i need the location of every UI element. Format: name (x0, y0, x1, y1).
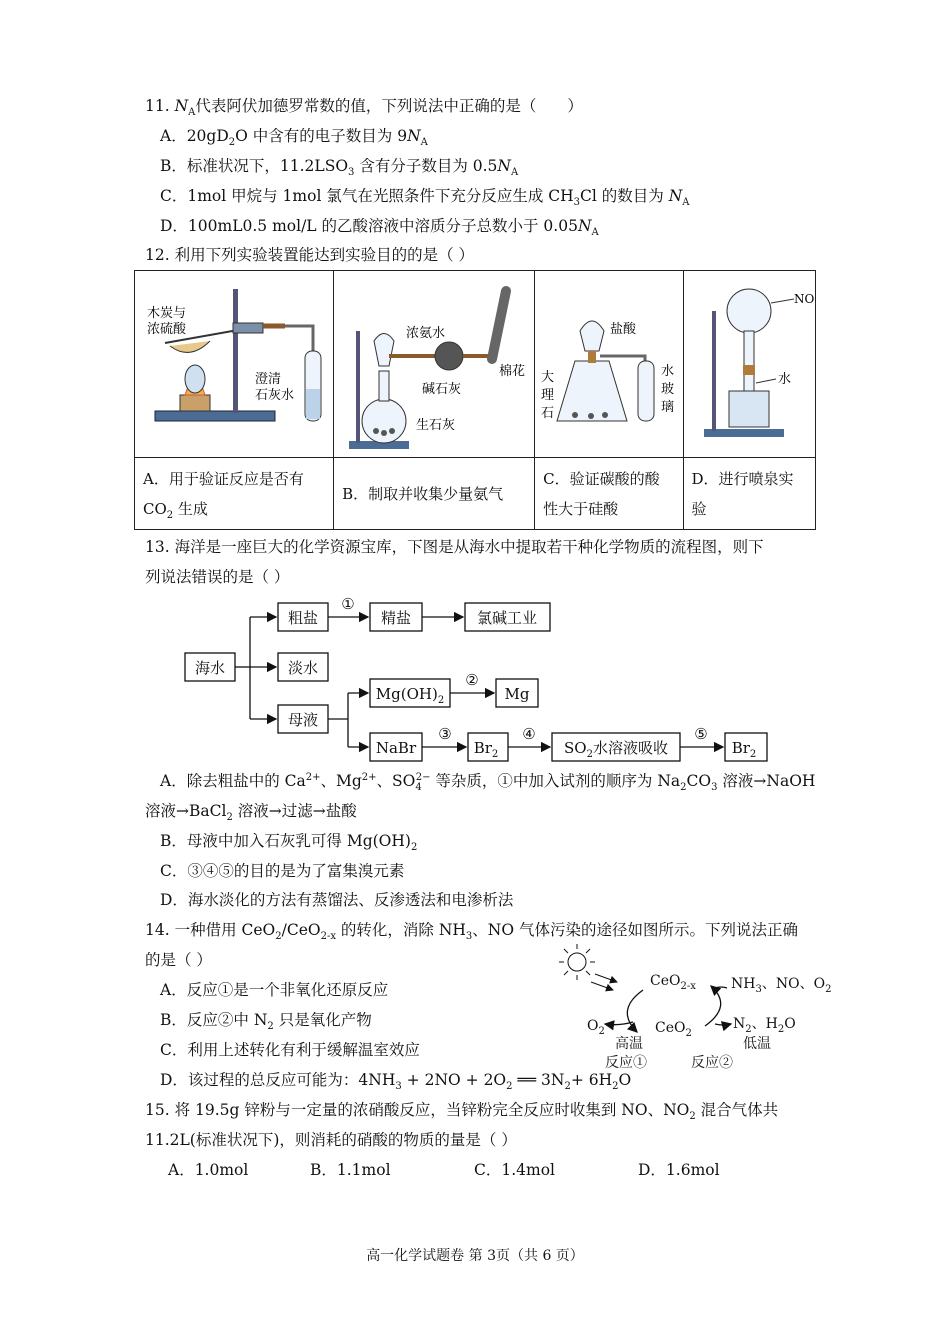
q14-option-d: D．该过程的总反应可能为：$4NH_3 + 2NO + 2O_2$ ══ $3N_2+ 6H_2O$ (160, 1071, 632, 1093)
figure-a (135, 271, 334, 458)
label-reaction-1: 反应① (605, 1055, 647, 1071)
label-hydrochloric: 盐酸 (610, 322, 637, 337)
q13-option-c: C．③④⑤的目的是为了富集溴元素 (160, 862, 405, 880)
label-conc-sulfuric: 浓硫酸 (147, 322, 187, 337)
label-charcoal: 木炭与 (147, 306, 187, 321)
node-mother-liquor: 母液 (287, 711, 319, 729)
q13-stem-1: 13. 海洋是一座巨大的化学资源宝库，下图是从海水中提取若干种化学物质的流程图，则下 (145, 538, 764, 556)
node-crude-salt: 粗盐 (287, 609, 319, 627)
step-4-marker: ④ (522, 725, 536, 743)
q14-option-a: A．反应①是一个非氧化还原反应 (160, 981, 389, 999)
label-soda-lime: 碱石灰 (422, 382, 462, 397)
label-reactants: $NH_3$、NO、$O_2$ (731, 976, 832, 995)
caption-a: A．用于验证反应是否有 $CO_2$ 生成 (135, 458, 334, 530)
caption-c: C．验证碳酸的酸 性大于硅酸 (535, 458, 683, 530)
ceo2-cycle-diagram (555, 940, 832, 1071)
node-seawater: 海水 (194, 659, 226, 677)
sun-icon (559, 944, 595, 980)
label-no: NO (793, 292, 814, 306)
q11-option-d: D．100mL0.5 mol/L 的乙酸溶液中溶质分子总数小于 $0.05N_A$ (160, 217, 599, 239)
label-quicklime: 生石灰 (416, 418, 456, 433)
node-mgoh2: $Mg(OH)_2$ (375, 685, 445, 706)
q12-stem: 12. 利用下列实验装置能达到实验目的的是（ ） (145, 246, 475, 264)
node-chlor-alkali: 氯碱工业 (476, 609, 538, 627)
figure-d (683, 271, 816, 458)
node-nabr: NaBr (375, 739, 417, 757)
q11-option-a: A．$20gD_2O$ 中含有的电子数目为 $9N_A$ (160, 127, 428, 149)
label-ceo2-x: CeO$_{2-x}$ (650, 973, 696, 992)
apparatus-d-drawing (684, 271, 816, 457)
q13-option-d: D．海水淡化的方法有蒸馏法、反渗透法和电渗析法 (160, 891, 514, 909)
step-1-marker: ① (341, 595, 355, 613)
q14-stem-1: 14. 一种借用 CeO$_2$/CeO$_{2-x}$ 的转化，消除 $NH_3$、NO 气体污染的途径如图所示。下列说法正确 (145, 921, 798, 943)
label-high-temp: 高温 (615, 1036, 643, 1052)
q14-stem-2: 的是（ ） (145, 951, 212, 969)
label-reaction-2: 反应② (691, 1055, 733, 1071)
label-marble-1: 大 (541, 370, 555, 385)
label-water: 水 (777, 372, 791, 387)
q13-option-b: B．母液中加入石灰乳可得 $Mg(OH)_2$ (160, 832, 418, 854)
label-products: $N_2$、$H_2O$ (733, 1016, 796, 1035)
q15-option-d: D．1.6mol (638, 1161, 720, 1179)
q13-stem-2: 列说法错误的是（ ） (145, 568, 290, 586)
label-low-temp: 低温 (743, 1036, 771, 1052)
figure-b (334, 271, 535, 458)
label-limewater: 石灰水 (255, 388, 295, 403)
node-so2-absorb: $SO_2$水溶液吸收 (564, 739, 668, 760)
q15-option-b: B．1.1mol (310, 1161, 391, 1179)
q12-apparatus-table (134, 270, 816, 530)
label-water-glass-2: 玻 (661, 382, 675, 397)
node-mg: Mg (504, 685, 530, 703)
caption-d: D．进行喷泉实 验 (683, 458, 816, 530)
label-conc-ammonia: 浓氨水 (406, 326, 446, 341)
apparatus-c-drawing (535, 271, 683, 457)
q13-option-a-line2: 溶液→BaCl$_2$ 溶液→过滤→盐酸 (145, 802, 357, 824)
label-marble-2: 理 (541, 388, 555, 403)
page-footer: 高一化学试题卷 第 3页（共 6 页） (366, 1248, 584, 1264)
q14-option-c: C．利用上述转化有利于缓解温室效应 (160, 1041, 420, 1059)
label-clear: 澄清 (255, 372, 282, 387)
node-fresh-water: 淡水 (287, 659, 319, 677)
q14-option-b: B．反应②中 $N_2$ 只是氧化产物 (160, 1011, 372, 1033)
q11-option-c: C．1mol 甲烷与 1mol 氯气在光照条件下充分反应生成 $CH_3Cl$ 的数目为 $N_A$ (160, 187, 690, 209)
q15-option-a: A．1.0mol (168, 1161, 249, 1179)
node-br2-second: $Br_2$ (731, 739, 757, 760)
figure-c (535, 271, 683, 458)
label-marble-3: 石 (541, 406, 555, 421)
q11-option-b: B．标准状况下，$11.2LSO_3$ 含有分子数目为 $0.5N_A$ (160, 157, 519, 179)
label-o2: $O_2$ (587, 1018, 605, 1037)
label-water-glass-1: 水 (661, 364, 675, 379)
label-cotton: 棉花 (499, 364, 526, 379)
label-water-glass-3: 璃 (661, 400, 675, 415)
apparatus-a-drawing (135, 271, 334, 457)
q15-option-c: C．1.4mol (474, 1161, 555, 1179)
label-ceo2: CeO$_2$ (655, 1020, 692, 1039)
node-refined-salt: 精盐 (380, 609, 412, 627)
q13-option-a-line1: A．除去粗盐中的 $Ca^{2+}$、$Mg^{2+}$、$SO_4^{2-}$ 等杂质，①中加入试剂的顺序为 $Na_2CO_3$ 溶液→NaOH (160, 771, 816, 794)
caption-b: B．制取并收集少量氨气 (334, 458, 535, 530)
q15-stem-1: 15. 将 19.5g 锌粉与一定量的浓硝酸反应，当锌粉完全反应时收集到 NO、$NO_2$ 混合气体共 (145, 1101, 779, 1123)
q11-stem: 11. $N_A$代表阿伏加德罗常数的值，下列说法中正确的是（ ） (145, 97, 583, 119)
step-5-marker: ⑤ (694, 725, 708, 743)
step-3-marker: ③ (438, 725, 452, 743)
apparatus-b-drawing (334, 271, 535, 457)
node-br2-first: $Br_2$ (473, 739, 499, 760)
seawater-flowchart (180, 595, 780, 765)
step-2-marker: ② (465, 671, 479, 689)
q15-stem-2: 11.2L(标准状况下)，则消耗的硝酸的物质的量是（ ） (145, 1131, 517, 1149)
